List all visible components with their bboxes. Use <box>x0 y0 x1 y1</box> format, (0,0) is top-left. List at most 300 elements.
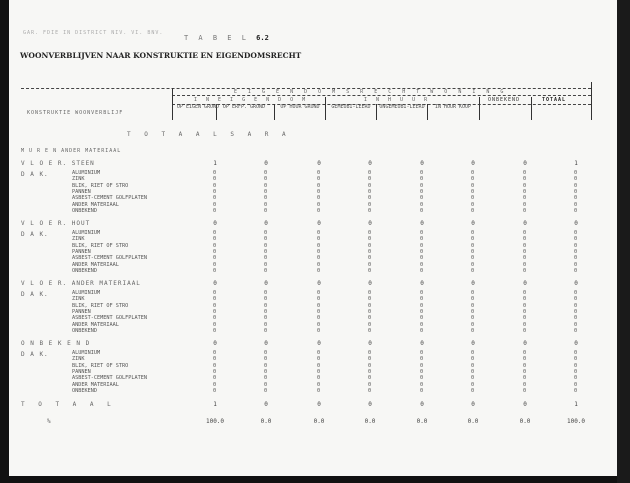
roof-value: 0 <box>471 182 475 189</box>
section-label: V L O E R. STEEN <box>21 160 95 167</box>
roof-value: 0 <box>213 182 217 189</box>
roof-type: ANDER MATERIAAL <box>72 201 119 208</box>
roof-value: 0 <box>574 207 578 214</box>
percent-value: 0.0 <box>313 418 325 425</box>
roof-value: 0 <box>213 350 217 356</box>
roof-value: 0 <box>264 201 268 208</box>
roof-value: 0 <box>420 248 424 255</box>
roof-type: ASBEST-CEMENT GOLFPLATEN <box>72 315 147 322</box>
roof-value: 0 <box>471 362 475 369</box>
roof-value: 0 <box>368 387 372 394</box>
roof-value: 0 <box>471 242 475 249</box>
roof-value: 0 <box>420 261 424 268</box>
roof-value: 0 <box>264 267 268 274</box>
roof-value: 0 <box>574 296 578 303</box>
roof-value: 0 <box>317 201 321 208</box>
roof-value: 0 <box>213 362 217 369</box>
percent-value: 0.0 <box>519 418 531 425</box>
sub-in-eigendom: I N E I G E N D O M <box>194 97 309 103</box>
percent-value: 0.0 <box>467 418 479 425</box>
header-scrawl: GAR. FDIE IN DISTRICT NIV. VI. BNV. <box>23 30 164 36</box>
roof-type: ONBEKEND <box>72 207 97 214</box>
roof-value: 0 <box>317 170 321 176</box>
column-header: OP HUUR GROND <box>280 104 320 110</box>
roof-type: ZINK <box>72 176 85 183</box>
roof-value: 0 <box>317 255 321 262</box>
roof-value: 0 <box>264 350 268 356</box>
column-header: IN HUUR KOOP <box>434 104 472 110</box>
district-label: T O T A A L S A R A <box>127 131 291 138</box>
roof-value: 0 <box>213 290 217 296</box>
section-value: 0 <box>574 220 578 227</box>
roof-value: 0 <box>368 290 372 296</box>
roof-value: 0 <box>523 230 527 236</box>
roof-value: 0 <box>213 327 217 334</box>
roof-value: 0 <box>574 381 578 388</box>
roof-value: 0 <box>471 236 475 243</box>
roof-value: 0 <box>317 296 321 303</box>
roof-value: 0 <box>471 170 475 176</box>
roof-value: 0 <box>368 236 372 243</box>
roof-value: 0 <box>523 356 527 363</box>
roof-value: 0 <box>213 170 217 176</box>
roof-value: 0 <box>471 267 475 274</box>
section-value: 0 <box>523 280 527 287</box>
roof-value: 0 <box>574 321 578 328</box>
roof-value: 0 <box>264 368 268 375</box>
roof-value: 0 <box>264 356 268 363</box>
roof-value: 0 <box>264 236 268 243</box>
roof-value: 0 <box>420 362 424 369</box>
roof-value: 0 <box>264 387 268 394</box>
roof-value: 0 <box>317 290 321 296</box>
roof-value: 0 <box>317 321 321 328</box>
roof-value: 0 <box>523 321 527 328</box>
section-value: 0 <box>574 340 578 347</box>
roof-value: 0 <box>368 261 372 268</box>
roof-value: 0 <box>523 315 527 322</box>
roof-value: 0 <box>420 296 424 303</box>
roof-value: 0 <box>574 255 578 262</box>
roof-value: 0 <box>317 267 321 274</box>
roof-value: 0 <box>523 207 527 214</box>
roof-value: 0 <box>317 230 321 236</box>
roof-value: 0 <box>471 368 475 375</box>
roof-type: ZINK <box>72 236 85 243</box>
roof-value: 0 <box>574 362 578 369</box>
roof-value: 0 <box>523 195 527 202</box>
roof-value: 0 <box>264 242 268 249</box>
roof-value: 0 <box>368 381 372 388</box>
roof-value: 0 <box>420 302 424 309</box>
roof-value: 0 <box>574 387 578 394</box>
rule-v <box>376 104 377 120</box>
roof-value: 0 <box>420 207 424 214</box>
roof-value: 0 <box>264 188 268 195</box>
roof-value: 0 <box>368 296 372 303</box>
section-label: V L O E R. HOUT <box>21 220 91 227</box>
roof-value: 0 <box>523 261 527 268</box>
roof-type: ONBEKEND <box>72 327 97 334</box>
roof-value: 0 <box>523 308 527 315</box>
roof-value: 0 <box>317 362 321 369</box>
section-value: 0 <box>523 160 527 167</box>
percent-label: % <box>47 418 52 425</box>
roof-value: 0 <box>574 315 578 322</box>
roof-value: 0 <box>420 381 424 388</box>
roof-value: 0 <box>264 255 268 262</box>
section-value: 0 <box>523 340 527 347</box>
roof-value: 0 <box>420 195 424 202</box>
roof-value: 0 <box>420 176 424 183</box>
rule-v <box>274 104 275 120</box>
roof-value: 0 <box>368 308 372 315</box>
roof-label: D A K. <box>21 351 49 358</box>
roof-value: 0 <box>420 368 424 375</box>
total-value: 0 <box>264 401 268 408</box>
column-header: OP ERFP. GROND <box>222 104 266 110</box>
roof-value: 0 <box>471 207 475 214</box>
roof-value: 0 <box>264 296 268 303</box>
roof-value: 0 <box>471 296 475 303</box>
roof-value: 0 <box>213 248 217 255</box>
roof-value: 0 <box>420 188 424 195</box>
page-title: WOONVERBLIJVEN NAAR KONSTRUKTIE EN EIGENDOMSRECHT <box>20 51 302 60</box>
roof-type: ONBEKEND <box>72 267 97 274</box>
roof-value: 0 <box>213 236 217 243</box>
roof-value: 0 <box>420 290 424 296</box>
roof-value: 0 <box>317 248 321 255</box>
section-value: 0 <box>213 340 217 347</box>
roof-value: 0 <box>523 350 527 356</box>
section-value: 0 <box>317 160 321 167</box>
rule-group <box>172 95 591 96</box>
roof-value: 0 <box>420 356 424 363</box>
roof-value: 0 <box>420 308 424 315</box>
roof-value: 0 <box>368 230 372 236</box>
roof-value: 0 <box>264 195 268 202</box>
roof-value: 0 <box>368 170 372 176</box>
roof-value: 0 <box>368 315 372 322</box>
roof-value: 0 <box>574 236 578 243</box>
roof-value: 0 <box>213 321 217 328</box>
roof-value: 0 <box>574 350 578 356</box>
section-value: 1 <box>213 160 217 167</box>
section-value: 1 <box>574 160 578 167</box>
document-page <box>9 0 617 476</box>
roof-value: 0 <box>213 230 217 236</box>
roof-value: 0 <box>317 308 321 315</box>
section-value: 0 <box>368 340 372 347</box>
section-value: 0 <box>264 160 268 167</box>
roof-value: 0 <box>213 302 217 309</box>
roof-value: 0 <box>213 375 217 382</box>
roof-type: PANNEN <box>72 308 91 315</box>
roof-value: 0 <box>420 375 424 382</box>
roof-type: BLIK, RIET OF STRO <box>72 182 129 189</box>
roof-value: 0 <box>574 230 578 236</box>
roof-value: 0 <box>368 182 372 189</box>
roof-value: 0 <box>523 327 527 334</box>
roof-value: 0 <box>317 242 321 249</box>
roof-value: 0 <box>317 236 321 243</box>
roof-value: 0 <box>574 368 578 375</box>
roof-type: BLIK, RIET OF STRO <box>72 362 129 369</box>
roof-value: 0 <box>368 255 372 262</box>
roof-label: D A K. <box>21 231 49 238</box>
rule-v <box>591 82 592 120</box>
table-label-text: T A B E L <box>184 34 249 42</box>
roof-value: 0 <box>317 315 321 322</box>
roof-value: 0 <box>264 248 268 255</box>
roof-value: 0 <box>471 230 475 236</box>
roof-type: ASBEST-CEMENT GOLFPLATEN <box>72 195 147 202</box>
section-value: 0 <box>213 280 217 287</box>
roof-value: 0 <box>523 255 527 262</box>
roof-type: ANDER MATERIAAL <box>72 261 119 268</box>
percent-value: 100.0 <box>566 418 586 425</box>
section-value: 0 <box>264 280 268 287</box>
percent-value: 0.0 <box>416 418 428 425</box>
column-header: GEMEUBI-LEERD <box>331 104 371 110</box>
roof-value: 0 <box>317 356 321 363</box>
roof-value: 0 <box>213 201 217 208</box>
roof-value: 0 <box>420 321 424 328</box>
roof-type: ANDER MATERIAAL <box>72 381 119 388</box>
roof-value: 0 <box>264 290 268 296</box>
roof-value: 0 <box>368 321 372 328</box>
total-value: 0 <box>368 401 372 408</box>
roof-value: 0 <box>420 267 424 274</box>
section-value: 0 <box>471 280 475 287</box>
roof-value: 0 <box>574 248 578 255</box>
roof-value: 0 <box>523 248 527 255</box>
roof-value: 0 <box>368 375 372 382</box>
roof-value: 0 <box>264 381 268 388</box>
rule-v <box>531 97 532 120</box>
roof-value: 0 <box>471 350 475 356</box>
roof-value: 0 <box>574 182 578 189</box>
roof-value: 0 <box>471 315 475 322</box>
roof-value: 0 <box>574 242 578 249</box>
roof-value: 0 <box>213 195 217 202</box>
roof-value: 0 <box>213 356 217 363</box>
roof-value: 0 <box>574 176 578 183</box>
roof-value: 0 <box>471 375 475 382</box>
roof-value: 0 <box>264 362 268 369</box>
roof-value: 0 <box>420 327 424 334</box>
roof-value: 0 <box>574 327 578 334</box>
rule-v <box>325 97 326 120</box>
roof-value: 0 <box>368 327 372 334</box>
col-totaal: TOTAAL <box>542 97 567 103</box>
roof-value: 0 <box>523 387 527 394</box>
roof-value: 0 <box>574 170 578 176</box>
roof-value: 0 <box>264 321 268 328</box>
roof-value: 0 <box>317 182 321 189</box>
group-header: E I G E N D O M S R E C H T W O N I N G <box>234 89 508 95</box>
rule-v <box>479 97 480 120</box>
row-header: KONSTRUKTIE WOONVERBLIJF <box>27 110 124 116</box>
roof-value: 0 <box>574 375 578 382</box>
roof-value: 0 <box>523 188 527 195</box>
roof-value: 0 <box>213 315 217 322</box>
section-value: 0 <box>213 220 217 227</box>
roof-value: 0 <box>471 201 475 208</box>
roof-value: 0 <box>264 375 268 382</box>
roof-label: D A K. <box>21 171 49 178</box>
total-value: 1 <box>213 401 217 408</box>
roof-type: ALUMINIUM <box>72 230 101 236</box>
roof-value: 0 <box>471 387 475 394</box>
roof-type: BLIK, RIET OF STRO <box>72 242 129 249</box>
roof-value: 0 <box>574 201 578 208</box>
roof-type: ALUMINIUM <box>72 170 101 176</box>
roof-type: PANNEN <box>72 188 91 195</box>
roof-value: 0 <box>523 170 527 176</box>
roof-value: 0 <box>213 207 217 214</box>
roof-type: ONBEKEND <box>72 387 97 394</box>
roof-value: 0 <box>471 188 475 195</box>
roof-type: BLIK, RIET OF STRO <box>72 302 129 309</box>
roof-value: 0 <box>523 201 527 208</box>
section-value: 0 <box>420 340 424 347</box>
roof-value: 0 <box>471 261 475 268</box>
roof-value: 0 <box>523 381 527 388</box>
roof-value: 0 <box>523 242 527 249</box>
section-value: 0 <box>523 220 527 227</box>
roof-value: 0 <box>420 350 424 356</box>
roof-value: 0 <box>523 296 527 303</box>
roof-value: 0 <box>317 387 321 394</box>
roof-value: 0 <box>523 182 527 189</box>
roof-value: 0 <box>213 387 217 394</box>
roof-value: 0 <box>574 188 578 195</box>
roof-value: 0 <box>368 356 372 363</box>
column-header: OP EIGEN GROND <box>176 104 220 110</box>
total-label: T O T A A L <box>21 401 116 408</box>
roof-type: ZINK <box>72 356 85 363</box>
roof-value: 0 <box>523 267 527 274</box>
roof-value: 0 <box>523 176 527 183</box>
section-value: 0 <box>264 340 268 347</box>
roof-value: 0 <box>368 242 372 249</box>
roof-value: 0 <box>213 381 217 388</box>
roof-value: 0 <box>213 255 217 262</box>
roof-value: 0 <box>317 350 321 356</box>
section-label: V L O E R. ANDER MATERIAAL <box>21 280 141 287</box>
roof-value: 0 <box>420 255 424 262</box>
roof-value: 0 <box>317 195 321 202</box>
roof-value: 0 <box>317 381 321 388</box>
section-value: 0 <box>471 220 475 227</box>
roof-value: 0 <box>264 327 268 334</box>
roof-value: 0 <box>368 201 372 208</box>
roof-value: 0 <box>523 375 527 382</box>
section-value: 0 <box>317 280 321 287</box>
rule-v <box>172 88 173 120</box>
roof-type: ALUMINIUM <box>72 290 101 296</box>
roof-value: 0 <box>368 176 372 183</box>
page-edge <box>617 0 630 483</box>
total-value: 1 <box>574 401 578 408</box>
roof-value: 0 <box>317 176 321 183</box>
roof-value: 0 <box>420 236 424 243</box>
roof-value: 0 <box>368 188 372 195</box>
roof-value: 0 <box>213 176 217 183</box>
roof-value: 0 <box>264 302 268 309</box>
rule-v <box>427 104 428 120</box>
roof-value: 0 <box>523 362 527 369</box>
table-number: 6.2 <box>256 34 269 42</box>
section-value: 0 <box>368 160 372 167</box>
roof-value: 0 <box>264 261 268 268</box>
roof-label: D A K. <box>21 291 49 298</box>
roof-value: 0 <box>317 261 321 268</box>
section-value: 0 <box>317 220 321 227</box>
roof-type: ASBEST-CEMENT GOLFPLATEN <box>72 255 147 262</box>
roof-value: 0 <box>471 290 475 296</box>
wall-label: M U R E N ANDER MATERIAAL <box>21 148 122 154</box>
roof-value: 0 <box>368 368 372 375</box>
roof-value: 0 <box>523 236 527 243</box>
roof-value: 0 <box>213 296 217 303</box>
roof-value: 0 <box>471 321 475 328</box>
roof-value: 0 <box>368 267 372 274</box>
section-value: 0 <box>574 280 578 287</box>
section-value: 0 <box>420 280 424 287</box>
roof-value: 0 <box>368 248 372 255</box>
roof-value: 0 <box>420 230 424 236</box>
roof-value: 0 <box>264 315 268 322</box>
roof-value: 0 <box>213 267 217 274</box>
total-value: 0 <box>317 401 321 408</box>
roof-value: 0 <box>420 387 424 394</box>
roof-value: 0 <box>264 207 268 214</box>
sub-in-huur: I N H U U R <box>364 97 431 103</box>
roof-value: 0 <box>471 255 475 262</box>
roof-value: 0 <box>317 188 321 195</box>
roof-value: 0 <box>471 356 475 363</box>
total-value: 0 <box>471 401 475 408</box>
roof-value: 0 <box>471 176 475 183</box>
roof-value: 0 <box>471 308 475 315</box>
roof-value: 0 <box>213 368 217 375</box>
section-value: 0 <box>420 160 424 167</box>
roof-value: 0 <box>368 195 372 202</box>
roof-value: 0 <box>213 261 217 268</box>
roof-type: ALUMINIUM <box>72 350 101 356</box>
roof-type: ZINK <box>72 296 85 303</box>
percent-value: 0.0 <box>260 418 272 425</box>
roof-type: PANNEN <box>72 368 91 375</box>
roof-value: 0 <box>264 176 268 183</box>
roof-value: 0 <box>574 302 578 309</box>
roof-value: 0 <box>574 195 578 202</box>
total-value: 0 <box>523 401 527 408</box>
percent-value: 100.0 <box>205 418 225 425</box>
roof-value: 0 <box>574 290 578 296</box>
roof-value: 0 <box>420 242 424 249</box>
roof-value: 0 <box>368 350 372 356</box>
roof-value: 0 <box>213 308 217 315</box>
section-value: 0 <box>368 280 372 287</box>
roof-value: 0 <box>523 302 527 309</box>
section-value: 0 <box>368 220 372 227</box>
col-onbekend: ONBEKEND <box>488 97 521 103</box>
roof-value: 0 <box>420 315 424 322</box>
section-value: 0 <box>471 340 475 347</box>
